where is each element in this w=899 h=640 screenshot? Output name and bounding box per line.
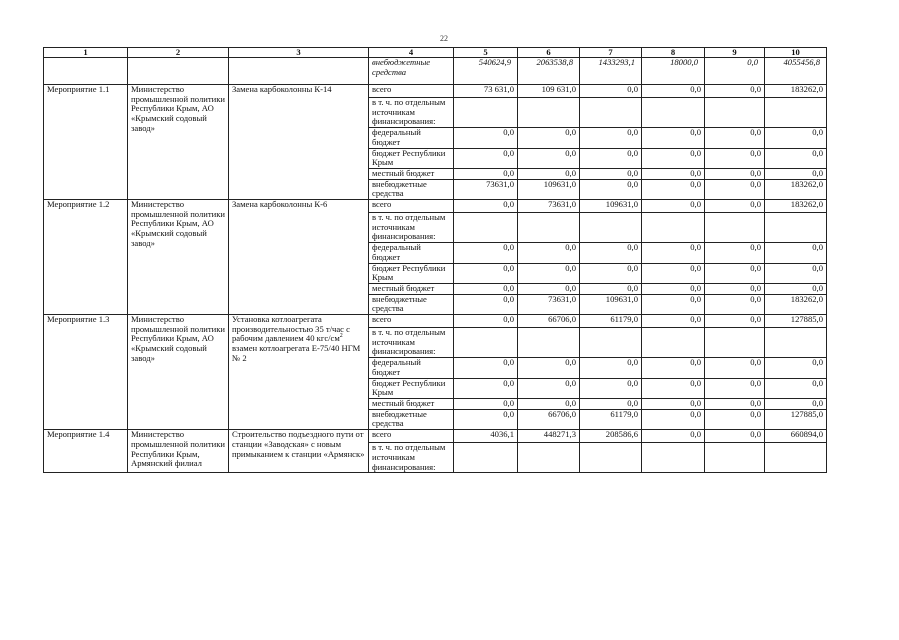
source-label: всего — [369, 430, 454, 443]
value-cell: 0,0 — [705, 148, 765, 168]
source-label: бюджет Республики Крым — [369, 378, 454, 398]
value-cell — [642, 213, 705, 243]
value-cell: 2063538,8 — [518, 58, 580, 85]
value-cell: 0,0 — [642, 128, 705, 148]
measure-executor: Министерство промышленной политики Республики Крым, АО «Крымский содовый завод» — [128, 315, 229, 430]
value-cell — [705, 328, 765, 358]
value-cell: 109631,0 — [580, 200, 642, 213]
col-header-9: 9 — [705, 48, 765, 58]
value-cell: 183262,0 — [765, 179, 827, 199]
source-label: местный бюджет — [369, 283, 454, 294]
table-row — [44, 315, 827, 328]
value-cell: 0,0 — [580, 128, 642, 148]
value-cell: 0,0 — [705, 409, 765, 429]
value-cell: 0,0 — [580, 398, 642, 409]
measure-executor: Министерство промышленной политики Республики Крым, Армянский филиал — [128, 430, 229, 473]
value-cell: 0,0 — [642, 315, 705, 328]
value-cell: 0,0 — [642, 378, 705, 398]
measure-description — [229, 315, 369, 430]
value-cell — [454, 443, 518, 473]
value-cell — [705, 213, 765, 243]
value-cell: 0,0 — [518, 398, 580, 409]
value-cell — [518, 213, 580, 243]
value-cell — [580, 98, 642, 128]
value-cell: 0,0 — [765, 283, 827, 294]
value-cell — [705, 443, 765, 473]
source-label: в т. ч. по отдельным источникам финансирования: — [369, 98, 454, 128]
value-cell: 0,0 — [765, 263, 827, 283]
value-cell — [580, 328, 642, 358]
value-cell — [518, 443, 580, 473]
value-cell — [454, 98, 518, 128]
value-cell: 0,0 — [642, 398, 705, 409]
value-cell: 0,0 — [518, 243, 580, 263]
source-label: всего — [369, 85, 454, 98]
value-cell: 0,0 — [765, 398, 827, 409]
source-label: федеральный бюджет — [369, 243, 454, 263]
measure-executor: Министерство промышленной политики Республики Крым, АО «Крымский содовый завод» — [128, 200, 229, 315]
superscript: 2 — [339, 333, 343, 340]
value-cell: 0,0 — [518, 263, 580, 283]
value-cell: 0,0 — [705, 168, 765, 179]
col-header-6: 6 — [518, 48, 580, 58]
value-cell — [765, 98, 827, 128]
value-cell: 73631,0 — [454, 179, 518, 199]
col-header-7: 7 — [580, 48, 642, 58]
value-cell: 0,0 — [454, 128, 518, 148]
value-cell — [765, 443, 827, 473]
value-cell: 448271,3 — [518, 430, 580, 443]
table-row — [44, 200, 827, 213]
measure-id: Мероприятие 1.2 — [44, 200, 128, 315]
value-cell: 109631,0 — [580, 294, 642, 314]
col-header-5: 5 — [454, 48, 518, 58]
value-cell: 109631,0 — [518, 179, 580, 199]
value-cell — [518, 328, 580, 358]
value-cell: 0,0 — [454, 243, 518, 263]
value-cell: 0,0 — [705, 263, 765, 283]
value-cell: 0,0 — [454, 409, 518, 429]
value-cell — [705, 98, 765, 128]
value-cell: 0,0 — [705, 294, 765, 314]
value-cell: 0,0 — [705, 85, 765, 98]
table-row — [44, 430, 827, 443]
source-label: в т. ч. по отдельным источникам финансирования: — [369, 213, 454, 243]
source-label: внебюджетные средства — [369, 58, 454, 85]
value-cell: 0,0 — [454, 398, 518, 409]
value-cell: 0,0 — [765, 378, 827, 398]
col-header-4: 4 — [369, 48, 454, 58]
value-cell: 127885,0 — [765, 315, 827, 328]
value-cell: 0,0 — [705, 398, 765, 409]
value-cell: 183262,0 — [765, 294, 827, 314]
value-cell: 0,0 — [454, 283, 518, 294]
value-cell: 66706,0 — [518, 315, 580, 328]
value-cell: 0,0 — [642, 85, 705, 98]
value-cell: 73631,0 — [518, 200, 580, 213]
value-cell: 0,0 — [705, 283, 765, 294]
value-cell: 0,0 — [580, 85, 642, 98]
value-cell: 0,0 — [580, 358, 642, 378]
value-cell: 183262,0 — [765, 200, 827, 213]
value-cell: 0,0 — [580, 148, 642, 168]
value-cell: 0,0 — [765, 358, 827, 378]
value-cell — [580, 213, 642, 243]
value-cell: 1433293,1 — [580, 58, 642, 85]
value-cell — [642, 443, 705, 473]
value-cell: 0,0 — [454, 378, 518, 398]
value-cell: 0,0 — [642, 430, 705, 443]
value-cell — [580, 443, 642, 473]
source-label: внебюджетные средства — [369, 179, 454, 199]
value-cell: 0,0 — [642, 179, 705, 199]
source-label: в т. ч. по отдельным источникам финансирования: — [369, 328, 454, 358]
value-cell: 18000,0 — [642, 58, 705, 85]
measure-description: Замена карбоколонны К-14 — [229, 85, 369, 200]
value-cell: 109 631,0 — [518, 85, 580, 98]
measure-description: Замена карбоколонны К-6 — [229, 200, 369, 315]
value-cell: 0,0 — [705, 315, 765, 328]
value-cell — [454, 328, 518, 358]
description-text: Установка котлоагрегата производительностью 35 т/час с рабочим давлением 40 кгс/см — [232, 314, 350, 344]
value-cell — [765, 328, 827, 358]
value-cell: 0,0 — [454, 148, 518, 168]
measure-description: Строительство подъездного пути от станции «Заводская» с новым примыканием к станции «Армянск» — [229, 430, 369, 473]
value-cell: 0,0 — [642, 263, 705, 283]
value-cell: 0,0 — [765, 148, 827, 168]
value-cell: 0,0 — [454, 200, 518, 213]
value-cell: 0,0 — [580, 168, 642, 179]
value-cell: 0,0 — [580, 263, 642, 283]
value-cell: 540624,9 — [454, 58, 518, 85]
value-cell: 0,0 — [705, 200, 765, 213]
value-cell: 127885,0 — [765, 409, 827, 429]
value-cell — [518, 98, 580, 128]
value-cell: 0,0 — [705, 358, 765, 378]
page-number: 22 — [440, 34, 448, 43]
value-cell: 0,0 — [580, 179, 642, 199]
continuation-row — [44, 58, 827, 85]
source-label: всего — [369, 200, 454, 213]
value-cell: 0,0 — [454, 263, 518, 283]
value-cell: 73631,0 — [518, 294, 580, 314]
description-text: взамен котлоагрегата Е-75/40 НГМ № 2 — [232, 343, 361, 363]
value-cell: 0,0 — [765, 128, 827, 148]
value-cell: 0,0 — [705, 378, 765, 398]
source-label: внебюджетные средства — [369, 409, 454, 429]
blank-cell — [128, 58, 229, 85]
value-cell: 0,0 — [454, 315, 518, 328]
value-cell: 0,0 — [580, 243, 642, 263]
value-cell: 61179,0 — [580, 409, 642, 429]
source-label: в т. ч. по отдельным источникам финансирования: — [369, 443, 454, 473]
col-header-10: 10 — [765, 48, 827, 58]
value-cell: 0,0 — [642, 243, 705, 263]
value-cell: 0,0 — [705, 58, 765, 85]
source-label: федеральный бюджет — [369, 128, 454, 148]
value-cell: 0,0 — [765, 243, 827, 263]
source-label: внебюджетные средства — [369, 294, 454, 314]
value-cell: 0,0 — [642, 294, 705, 314]
value-cell: 0,0 — [642, 409, 705, 429]
value-cell: 4055456,8 — [765, 58, 827, 85]
value-cell: 0,0 — [642, 358, 705, 378]
source-label: всего — [369, 315, 454, 328]
source-label: бюджет Республики Крым — [369, 263, 454, 283]
value-cell: 0,0 — [518, 378, 580, 398]
col-header-2: 2 — [128, 48, 229, 58]
source-label: федеральный бюджет — [369, 358, 454, 378]
measure-id: Мероприятие 1.3 — [44, 315, 128, 430]
value-cell — [454, 213, 518, 243]
blank-cell — [44, 58, 128, 85]
financing-table — [43, 47, 827, 473]
value-cell: 0,0 — [580, 283, 642, 294]
value-cell: 0,0 — [518, 148, 580, 168]
col-header-8: 8 — [642, 48, 705, 58]
value-cell: 61179,0 — [580, 315, 642, 328]
value-cell: 0,0 — [518, 283, 580, 294]
value-cell: 0,0 — [454, 294, 518, 314]
value-cell: 0,0 — [518, 128, 580, 148]
value-cell — [642, 328, 705, 358]
value-cell: 0,0 — [518, 168, 580, 179]
value-cell: 0,0 — [642, 168, 705, 179]
value-cell: 208586,6 — [580, 430, 642, 443]
value-cell: 0,0 — [765, 168, 827, 179]
measure-id: Мероприятие 1.1 — [44, 85, 128, 200]
col-header-3: 3 — [229, 48, 369, 58]
value-cell: 0,0 — [454, 168, 518, 179]
col-header-1: 1 — [44, 48, 128, 58]
value-cell: 0,0 — [705, 179, 765, 199]
value-cell: 0,0 — [705, 430, 765, 443]
header-row — [44, 48, 827, 58]
measure-executor: Министерство промышленной политики Республики Крым, АО «Крымский содовый завод» — [128, 85, 229, 200]
value-cell: 660894,0 — [765, 430, 827, 443]
table-row — [44, 85, 827, 98]
value-cell: 66706,0 — [518, 409, 580, 429]
value-cell: 0,0 — [642, 200, 705, 213]
source-label: бюджет Республики Крым — [369, 148, 454, 168]
source-label: местный бюджет — [369, 168, 454, 179]
value-cell: 0,0 — [705, 128, 765, 148]
source-label: местный бюджет — [369, 398, 454, 409]
value-cell: 73 631,0 — [454, 85, 518, 98]
value-cell: 0,0 — [580, 378, 642, 398]
blank-cell — [229, 58, 369, 85]
value-cell: 0,0 — [454, 358, 518, 378]
value-cell: 0,0 — [705, 243, 765, 263]
value-cell: 4036,1 — [454, 430, 518, 443]
value-cell — [642, 98, 705, 128]
value-cell: 0,0 — [642, 148, 705, 168]
measure-id: Мероприятие 1.4 — [44, 430, 128, 473]
value-cell: 0,0 — [642, 283, 705, 294]
value-cell: 183262,0 — [765, 85, 827, 98]
value-cell: 0,0 — [518, 358, 580, 378]
value-cell — [765, 213, 827, 243]
